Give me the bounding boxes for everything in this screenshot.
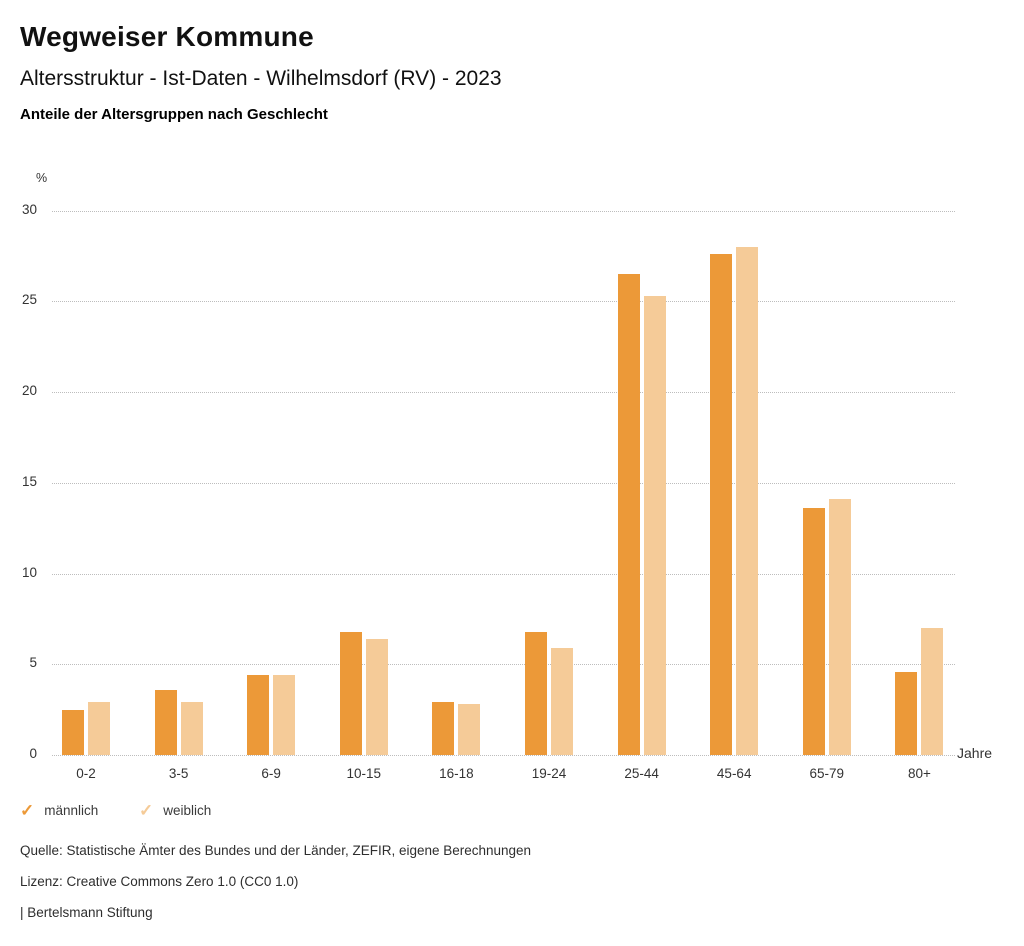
bar-männlich-25-44 <box>618 274 640 755</box>
page-title: Wegweiser Kommune <box>20 21 314 52</box>
x-tick-label-3-5: 3-5 <box>168 766 189 781</box>
x-tick-label-80+: 80+ <box>907 766 931 781</box>
legend-item-maennlich[interactable] <box>20 802 98 819</box>
x-tick-label-25-44: 25-44 <box>624 766 659 781</box>
bar-weiblich-6-9 <box>273 675 295 755</box>
gridline-25 <box>52 301 955 302</box>
bar-männlich-19-24 <box>525 632 547 755</box>
x-tick-label-65-79: 65-79 <box>809 766 845 781</box>
source-text: Quelle: Statistische Ämter des Bundes und der Länder, ZEFIR, eigene Berechnungen <box>20 843 532 858</box>
x-axis-title: Jahre <box>957 745 993 761</box>
bar-männlich-3-5 <box>155 690 177 755</box>
bar-männlich-16-18 <box>432 702 454 755</box>
bar-weiblich-80+ <box>921 628 943 755</box>
gridline-30 <box>52 211 955 212</box>
y-tick-label-30: 30 <box>21 201 37 217</box>
bar-männlich-65-79 <box>803 508 825 755</box>
y-tick-label-25: 25 <box>21 292 37 308</box>
bar-männlich-6-9 <box>247 675 269 755</box>
bar-weiblich-19-24 <box>551 648 573 755</box>
y-tick-label-10: 10 <box>21 564 37 580</box>
bar-weiblich-25-44 <box>644 296 666 755</box>
checkmark-icon: ✓ <box>139 801 154 820</box>
bar-männlich-0-2 <box>62 710 84 755</box>
bar-weiblich-10-15 <box>366 639 388 755</box>
x-tick-label-6-9: 6-9 <box>261 766 281 781</box>
attribution-text: | Bertelsmann Stiftung <box>20 905 153 920</box>
bar-männlich-80+ <box>895 672 917 755</box>
bar-weiblich-45-64 <box>736 247 758 755</box>
y-axis-unit-label: % <box>36 171 48 185</box>
x-tick-label-10-15: 10-15 <box>346 766 382 781</box>
x-tick-label-45-64: 45-64 <box>716 766 752 781</box>
y-tick-label-0: 0 <box>29 746 37 761</box>
y-tick-label-5: 5 <box>29 655 37 671</box>
bar-weiblich-0-2 <box>88 702 110 755</box>
bar-männlich-10-15 <box>340 632 362 755</box>
x-tick-label-19-24: 19-24 <box>531 766 567 781</box>
bar-männlich-45-64 <box>710 254 732 755</box>
checkmark-icon: ✓ <box>20 801 35 820</box>
chart-subheading: Anteile der Altersgruppen nach Geschlecht <box>20 106 328 123</box>
y-tick-label-20: 20 <box>21 383 37 398</box>
bar-weiblich-65-79 <box>829 499 851 755</box>
legend-item-weiblich[interactable] <box>139 802 211 819</box>
x-tick-label-0-2: 0-2 <box>76 766 96 781</box>
legend-label: männlich <box>44 803 99 818</box>
bar-weiblich-3-5 <box>181 702 203 755</box>
y-tick-label-15: 15 <box>21 473 37 489</box>
legend-label: weiblich <box>163 803 212 818</box>
chart-subtitle: Altersstruktur - Ist-Daten - Wilhelmsdorf (RV) - 2023 <box>20 67 502 90</box>
x-tick-label-16-18: 16-18 <box>439 766 474 781</box>
gridline-15 <box>52 483 955 484</box>
bar-weiblich-16-18 <box>458 704 480 755</box>
gridline-0 <box>52 755 955 756</box>
gridline-20 <box>52 392 955 393</box>
license-text: Lizenz: Creative Commons Zero 1.0 (CC0 1.0) <box>20 874 299 889</box>
